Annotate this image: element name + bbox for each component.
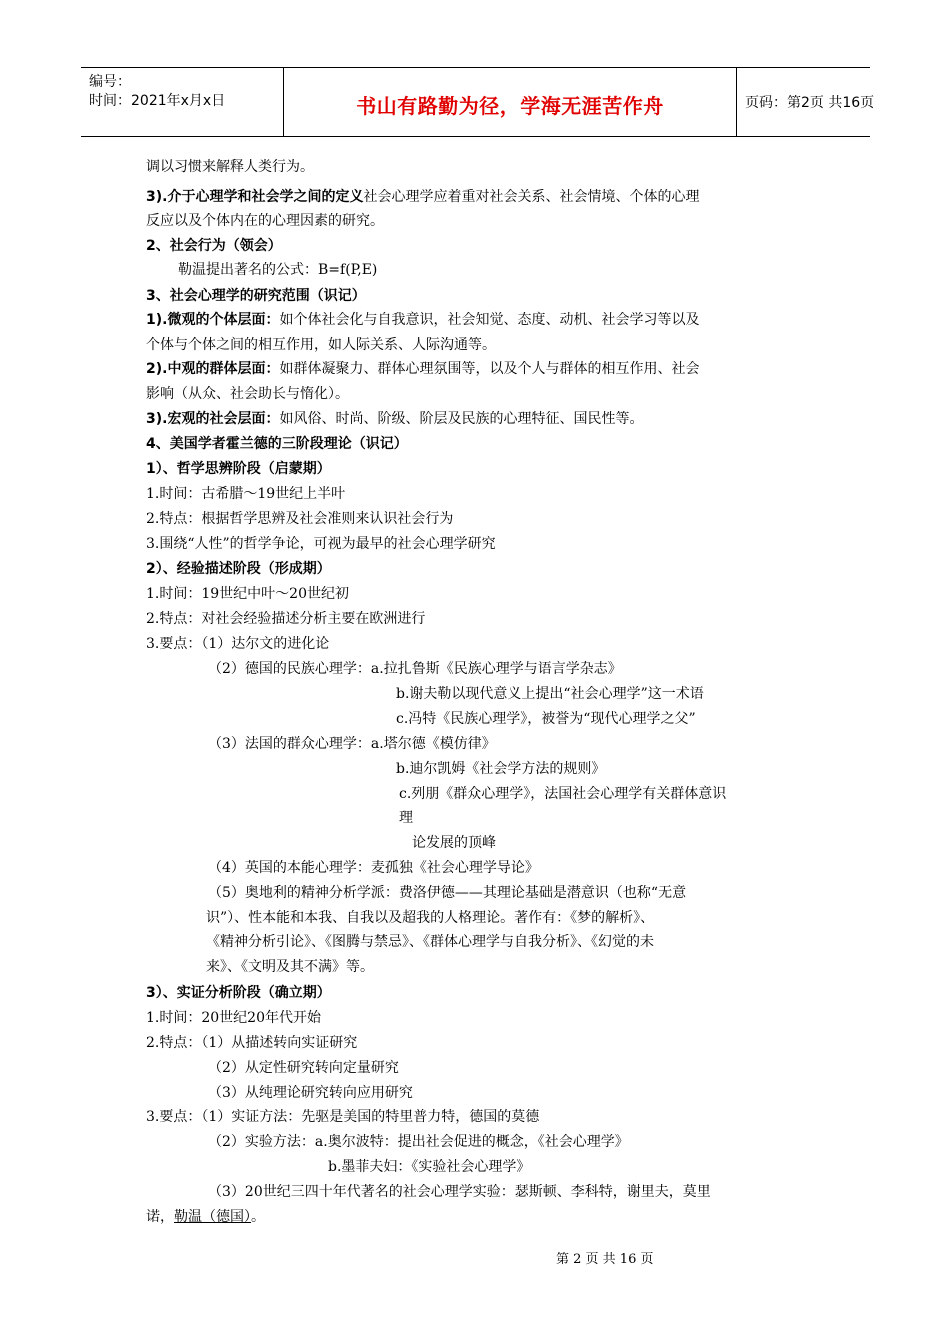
time-label: 时间：2021年x月x日	[89, 93, 226, 109]
bold-lead: 3).介于心理学和社会学之间的定义	[146, 189, 364, 205]
text-span: 如群体凝聚力、群体心理氛围等，以及个人与群体的相互作用、社会	[279, 361, 700, 377]
text-line: 2.特点：（1）从描述转向实证研究	[146, 1035, 358, 1051]
text-line	[146, 310, 699, 330]
text-span: 社会心理学应着重对社会关系、社会情境、个体的心理	[363, 189, 700, 205]
text-line: （5）奥地利的精神分析学派：费洛伊德——其理论基础是潜意识（也称“无意	[208, 885, 687, 901]
header-left-cell	[81, 68, 283, 136]
text-line: b.迪尔凯姆《社会学方法的规则》	[396, 761, 606, 777]
section-heading: 3、社会心理学的研究范围（识记）	[146, 288, 366, 304]
text-line: 2.特点：根据哲学思辨及社会准则来认识社会行为	[146, 511, 454, 527]
page-footer: 第 2 页 共 16 页	[556, 1252, 654, 1267]
text-line: （2）德国的民族心理学：a.拉扎鲁斯《民族心理学与语言学杂志》	[208, 661, 622, 677]
text-line: 3.围绕“人性”的哲学争论，可视为最早的社会心理学研究	[146, 536, 496, 552]
text-line: b.谢夫勒以现代意义上提出“社会心理学”这一术语	[396, 686, 704, 702]
text-line: 影响（从众、社会助长与惰化）。	[146, 386, 349, 402]
text-line: 1.时间：19世纪中叶～20世纪初	[146, 586, 349, 602]
text-line: （3）从纯理论研究转向应用研究	[208, 1085, 413, 1101]
text-span: 诺，	[146, 1209, 174, 1225]
text-line: c.冯特《民族心理学》，被誉为“现代心理学之父”	[396, 711, 696, 727]
text-line: 反应以及个体内在的心理因素的研究。	[146, 213, 384, 229]
text-line: （2）实验方法：a.奥尔波特：提出社会促进的概念，《社会心理学》	[208, 1134, 629, 1150]
text-line: 识”）、性本能和本我、自我以及超我的人格理论。著作有：《梦的解析》、	[206, 910, 655, 926]
text-span: 如个体社会化与自我意识，社会知觉、态度、动机、社会学习等以及	[279, 312, 700, 328]
text-line	[146, 1207, 265, 1227]
text-line: （4）英国的本能心理学：麦孤独《社会心理学导论》	[208, 860, 539, 876]
page-info: 页码：第2页 共16页	[745, 95, 875, 111]
text-line: b.墨菲夫妇：《实验社会心理学》	[328, 1159, 531, 1175]
underlined-text: 勒温（德国）	[174, 1209, 251, 1225]
bold-lead: 3).宏观的社会层面：	[146, 411, 280, 427]
section-heading: 4、美国学者霍兰德的三阶段理论（识记）	[146, 436, 408, 452]
motto: 书山有路勤为径，学海无涯苦作舟	[356, 94, 664, 118]
subsection-heading: 1）、哲学思辨阶段（启蒙期）	[146, 461, 331, 477]
text-line: 来》、《文明及其不满》等。	[206, 959, 374, 975]
section-heading: 2、社会行为（领会）	[146, 238, 282, 254]
text-line: 3.要点：（1）实证方法：先驱是美国的特里普力特，德国的莫德	[146, 1109, 540, 1125]
bold-lead: 2).中观的群体层面：	[146, 361, 280, 377]
text-line: 个体与个体之间的相互作用，如人际关系、人际沟通等。	[146, 337, 496, 353]
text-line: 理	[399, 810, 413, 826]
text-line	[146, 187, 699, 207]
text-line: c.列朋《群众心理学》，法国社会心理学有关群体意识	[399, 786, 727, 802]
text-span: 。	[251, 1209, 265, 1225]
page-header	[81, 67, 875, 137]
text-line: （3）20世纪三四十年代著名的社会心理学实验：瑟斯顿、李科特，谢里夫，莫里	[208, 1184, 711, 1200]
text-line: 1.时间：古希腊～19世纪上半叶	[146, 486, 346, 502]
text-line: 1.时间：20世纪20年代开始	[146, 1010, 321, 1026]
text-line: （3）法国的群众心理学：a.塔尔德《模仿律》	[208, 736, 496, 752]
bold-lead: 1).微观的个体层面：	[146, 312, 280, 328]
header-motto-cell	[283, 68, 737, 136]
text-line: 论发展的顶峰	[412, 835, 496, 851]
text-line: 《精神分析引论》、《图腾与禁忌》、《群体心理学与自我分析》、《幻觉的未	[206, 934, 654, 950]
text-line: 调以习惯来解释人类行为。	[146, 159, 314, 175]
text-line: 勒温提出著名的公式：B=f(P,E)	[178, 262, 378, 278]
subsection-heading: 2）、经验描述阶段（形成期）	[146, 561, 331, 577]
text-line: （2）从定性研究转向定量研究	[208, 1060, 399, 1076]
text-line	[146, 359, 699, 379]
text-line	[146, 409, 643, 429]
number-label: 编号：	[89, 74, 131, 90]
header-right-cell	[737, 68, 875, 136]
text-line: 2.特点：对社会经验描述分析主要在欧洲进行	[146, 611, 426, 627]
text-line: 3.要点：（1）达尔文的进化论	[146, 636, 330, 652]
text-span: 如风俗、时尚、阶级、阶层及民族的心理特征、国民性等。	[279, 411, 644, 427]
subsection-heading: 3）、实证分析阶段（确立期）	[146, 985, 331, 1001]
